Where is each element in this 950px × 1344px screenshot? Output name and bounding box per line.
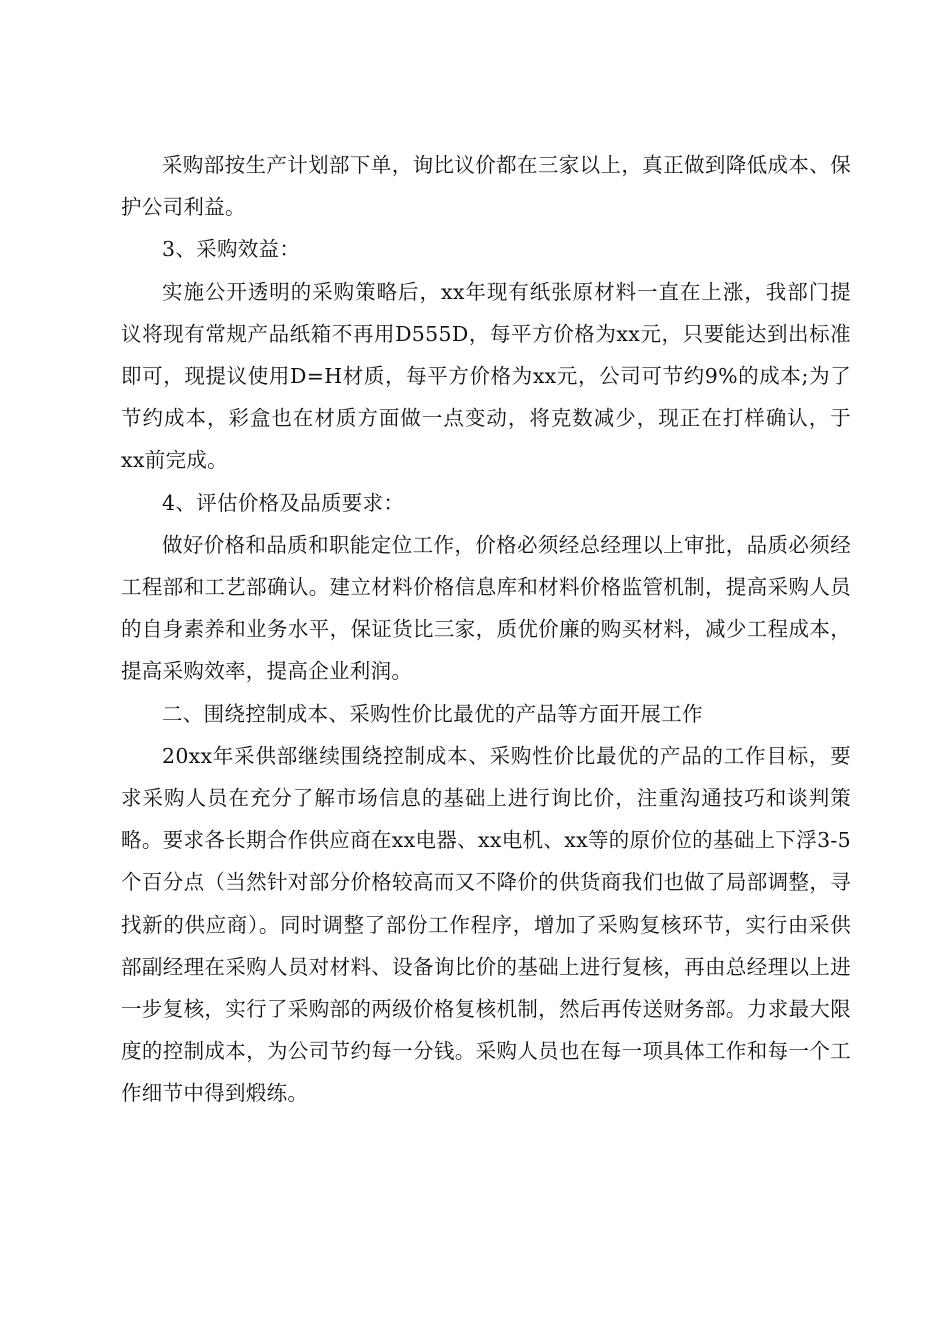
heading-price-quality-evaluation: 4、评估价格及品质要求： bbox=[162, 490, 405, 515]
paragraph-purchase-strategy: 实施公开透明的采购策略后，xx年现有纸张原材料一直在上涨，我部门提议将现有常规产品纸箱不再用D555D，每平方价格为xx元，只要能达到出标准即可，现提议使用D=H材质，每平方价格为xx元，公司可节约9%的成本;为了节约成本，彩盒也在材质方面做一点变动，将克数减少，现正在打样确认，于xx前完成。 bbox=[121, 279, 851, 473]
document-body bbox=[121, 144, 851, 1115]
paragraph-purchase-orders: 采购部按生产计划部下单，询比议价都在三家以上，真正做到降低成本、保护公司利益。 bbox=[121, 153, 851, 220]
heading-purchase-benefits: 3、采购效益： bbox=[162, 237, 301, 262]
paragraph-cost-control-work: 20xx年采供部继续围绕控制成本、采购性价比最优的产品的工作目标，要求采购人员在充分了解市场信息的基础上进行询比价，注重沟通技巧和谈判策略。要求各长期合作供应商在xx电器、xx电机、xx等的原价位的基础上下浮3-5个百分点（当然针对部分价格较高而又不降价的供货商我们也做了局部调整，寻找新的供应商）。同时调整了部份工作程序，增加了采购复核环节，实行由采供部副经理在采购人员对材料、设备询比价的基础上进行复核，再由总经理以上进一步复核，实行了采购部的两级价格复核机制，然后再传送财务部。力求最大限度的控制成本，为公司节约每一分钱。采购人员也在每一项具体工作和每一个工作细节中得到煅练。 bbox=[121, 743, 851, 1106]
paragraph-price-quality: 做好价格和品质和职能定位工作，价格必须经总经理以上审批，品质必须经工程部和工艺部确认。建立材料价格信息库和材料价格监管机制，提高采购人员的自身素养和业务水平，保证货比三家，质优价廉的购买材料，减少工程成本，提高采购效率，提高企业利润。 bbox=[121, 532, 851, 684]
heading-cost-control-section: 二、围绕控制成本、采购性价比最优的产品等方面开展工作 bbox=[162, 701, 703, 726]
